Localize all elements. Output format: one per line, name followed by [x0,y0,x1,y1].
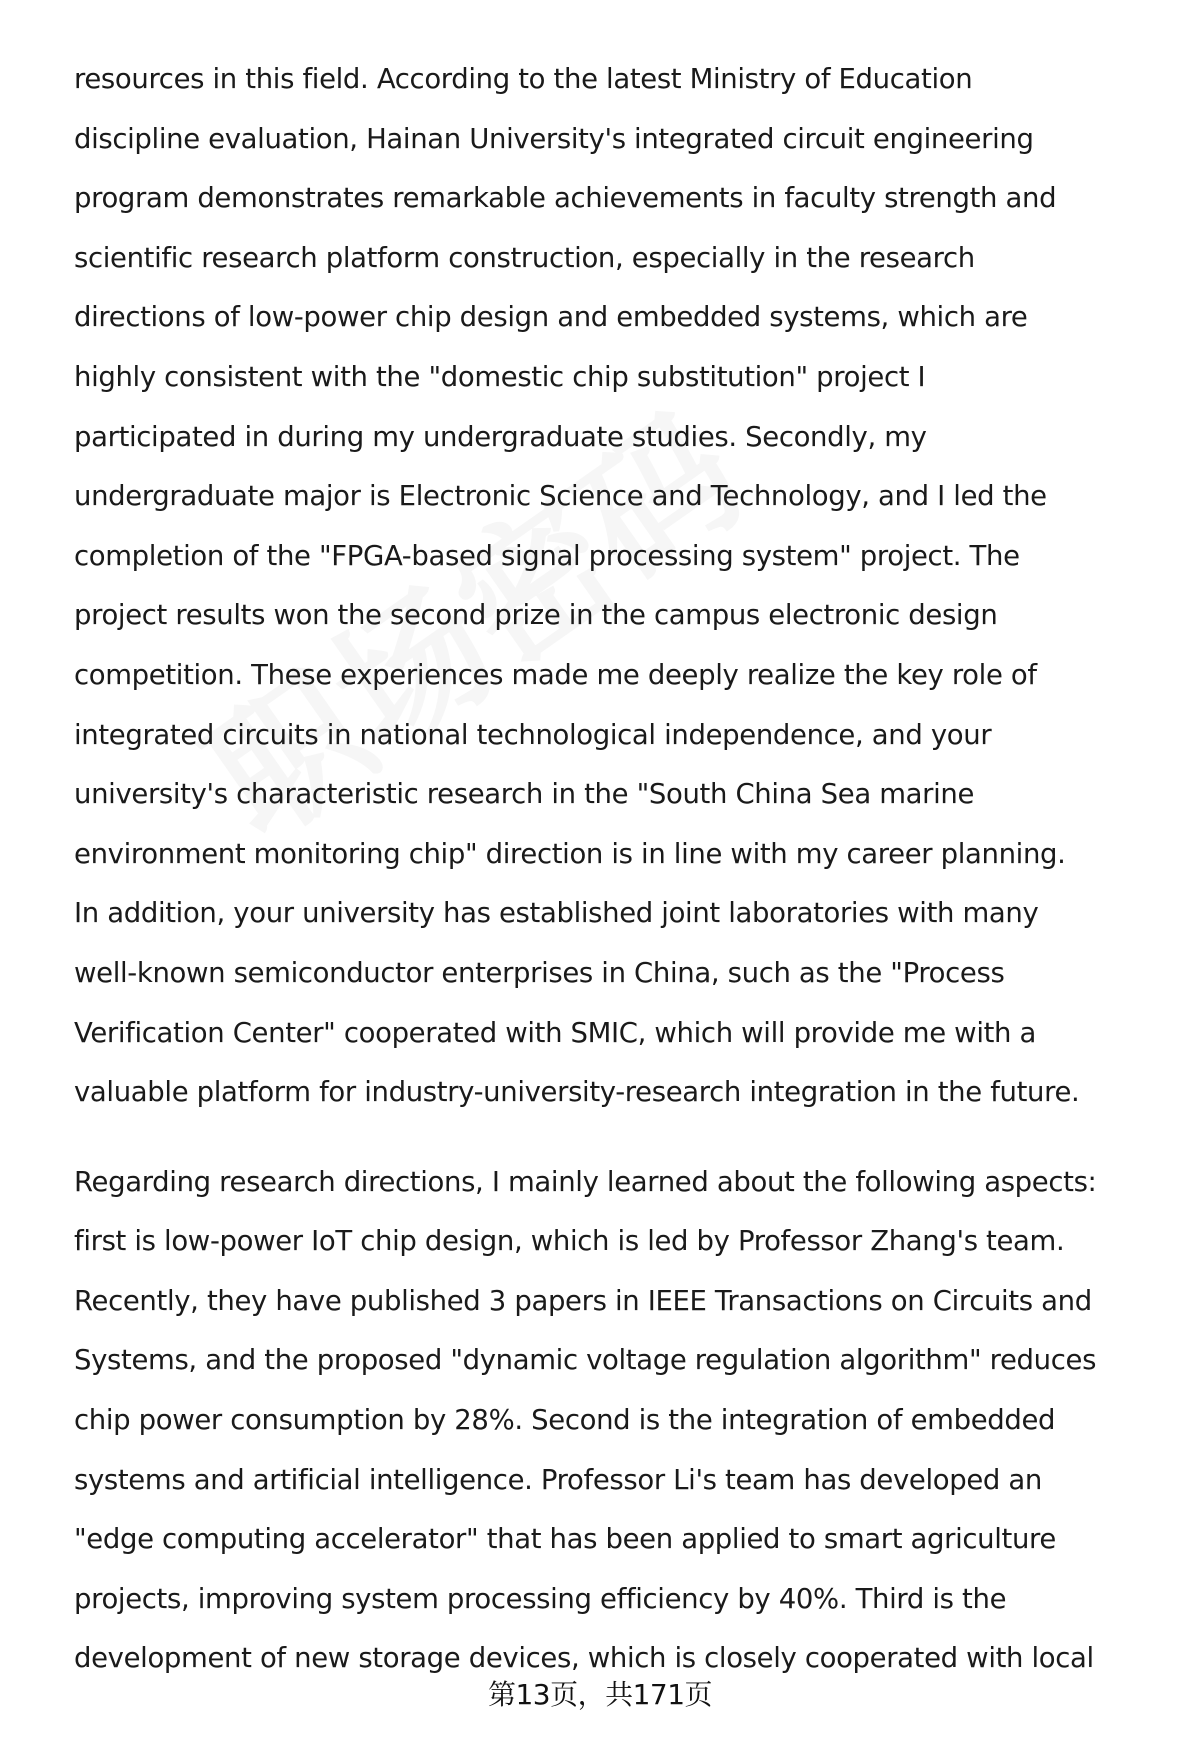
text-line: Recently, they have published 3 papers in IEEE Transactions on Circuits and [74,1284,1092,1317]
text-line: Verification Center" cooperated with SMIC, which will provide me with a [74,1016,1037,1049]
text-line: "edge computing accelerator" that has been applied to smart agriculture [74,1523,1056,1556]
text-line: scientific research platform construction, especially in the research [74,241,975,274]
text-line: environment monitoring chip" direction is in line with my career planning. [74,837,1066,870]
text-line: directions of low-power chip design and embedded systems, which are [74,301,1028,334]
text-line: undergraduate major is Electronic Science and Technology, and I led the [74,480,1047,513]
text-line: competition. These experiences made me deeply realize the key role of [74,658,1037,691]
text-line: valuable platform for industry-university-research integration in the future. [74,1076,1080,1109]
paragraph [74,1153,1154,1689]
text-line: completion of the "FPGA-based signal processing system" project. The [74,539,1020,572]
text-line: university's characteristic research in the "South China Sea marine [74,778,975,811]
text-line: Systems, and the proposed "dynamic voltage regulation algorithm" reduces [74,1344,1097,1377]
text-line: program demonstrates remarkable achievements in faculty strength and [74,182,1057,215]
text-line: chip power consumption by 28%. Second is the integration of embedded [74,1404,1056,1437]
text-line: development of new storage devices, which is closely cooperated with local [74,1642,1094,1675]
text-line: systems and artificial intelligence. Professor Li's team has developed an [74,1463,1042,1496]
text-line: first is low-power IoT chip design, which is led by Professor Zhang's team. [74,1225,1065,1258]
document-body [74,50,1154,1689]
page-number-footer: 第13页，共171页 [487,1678,713,1711]
text-line: participated in during my undergraduate studies. Secondly, my [74,420,927,453]
text-line: integrated circuits in national technological independence, and your [74,718,992,751]
text-line: Regarding research directions, I mainly learned about the following aspects: [74,1165,1097,1198]
text-line: projects, improving system processing efficiency by 40%. Third is the [74,1582,1007,1615]
text-line: project results won the second prize in the campus electronic design [74,599,998,632]
text-line: resources in this field. According to the latest Ministry of Education [74,63,973,95]
text-line: In addition, your university has established joint laboratories with many [74,897,1039,930]
text-line: well-known semiconductor enterprises in China, such as the "Process [74,956,1005,989]
text-line: highly consistent with the "domestic chip substitution" project I [74,360,926,393]
text-line: discipline evaluation, Hainan University's integrated circuit engineering [74,122,1034,155]
paragraph [74,50,1154,1123]
